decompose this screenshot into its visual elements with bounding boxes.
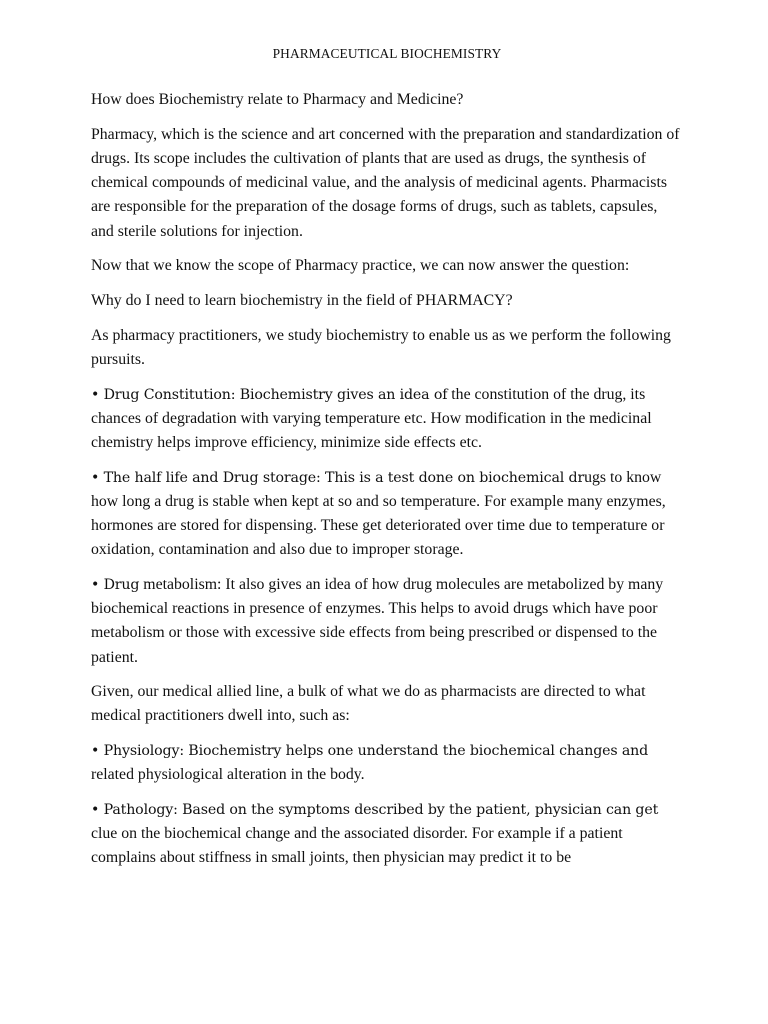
paragraph-text: Why do I need to learn biochemistry in the field of PHARMACY? [91, 291, 513, 309]
bullet-half-life-storage [91, 466, 681, 563]
bullet-lead-text: • The half life and Drug storage: This is a test done on biochemical dr [91, 469, 585, 486]
bullet-pathology [91, 798, 681, 871]
document-page [91, 44, 681, 881]
bullet-body-text: related physiological alteration in the body. [91, 766, 365, 784]
bullet-drug-metabolism [91, 573, 681, 670]
bullet-lead-text: • Drug Constitution: Biochemistry gives an idea of [91, 386, 448, 403]
page-title: PHARMACEUTICAL BIOCHEMISTRY [272, 46, 502, 61]
bullet-physiology [91, 739, 681, 787]
paragraph-pharmacy-definition [91, 123, 681, 244]
paragraph-medical-allied [91, 680, 681, 728]
bullet-lead-text: • Physiology: Biochemistry helps one understand the biochemical changes and [91, 743, 649, 760]
paragraph-scope-intro [91, 254, 681, 278]
paragraph-why-question [91, 289, 681, 313]
paragraph-text: How does Biochemistry relate to Pharmacy and Medicine? [91, 91, 464, 108]
bullet-lead-text: • Pathology: Based on the symptoms described by the patient, physician can get [91, 802, 659, 819]
paragraph-pursuits-intro [91, 324, 681, 372]
bullet-body-text: the constitution of the drug, its chances of degradation with varying temperature etc. How modification in the medicinal chemistry helps improve efficiency, minimize side effects etc. [91, 385, 652, 451]
paragraph-text: Now that we know the scope of Pharmacy practice, we can now answer the question: [91, 257, 630, 275]
paragraph-text: Given, our medical allied line, a bulk of what we do as pharmacists are directed to what medical practitioners dwell into, such as: [91, 683, 646, 725]
bullet-drug-constitution [91, 383, 681, 456]
bullet-body-text: clue on the biochemical change and the associated disorder. For example if a patient complains about stiffness in small joints, then physician may predict it to be [91, 825, 623, 867]
bullet-body-text: ugs to know how long a drug is stable when kept at so and so temperature. For example many enzymes, hormones are stored for dispensing. These get deteriorated over time due to temperature or oxidation, contamination and also due to improper storage. [91, 468, 666, 559]
bullet-lead-text: • Drug [91, 576, 140, 593]
paragraph-text: Pharmacy, which is the science and art concerned with the preparation and standardization of drugs. Its scope includes the cultivation of plants that are used as drugs, the synthesis of chemical compounds of medicinal value, and the analysis of medicinal agents. Pharmacists are responsible for the preparation of the dosage forms of drugs, such as tablets, capsules, and sterile solutions for injection. [91, 125, 680, 240]
paragraph-question-heading [91, 88, 681, 112]
bullet-body-text: metabolism: It also gives an idea of how drug molecules are metabolized by many biochemical reactions in presence of enzymes. This helps to avoid drugs which have poor metabolism or those with excessive side effects from being prescribed or dispensed to the patient. [91, 575, 664, 666]
paragraph-text: As pharmacy practitioners, we study biochemistry to enable us as we perform the following pursuits. [91, 326, 671, 368]
